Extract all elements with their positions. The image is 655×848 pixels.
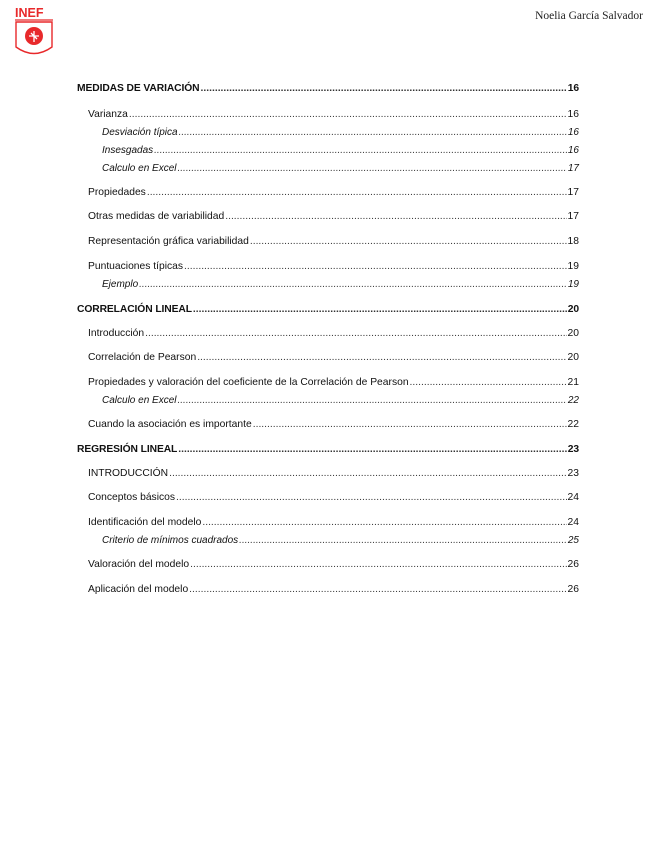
toc-entry-page: 21 <box>567 377 579 388</box>
toc-entry[interactable] <box>77 162 579 175</box>
toc-leader <box>177 162 566 175</box>
toc-entry[interactable] <box>77 376 579 389</box>
toc-entry[interactable] <box>77 144 579 157</box>
toc-leader <box>147 186 567 199</box>
toc-entry-title: Introducción <box>88 328 145 339</box>
toc-entry-title: Representación gráfica variabilidad <box>88 236 249 247</box>
logo-text: INEF <box>15 6 44 20</box>
toc-leader <box>201 82 567 95</box>
toc-entry-title: Identificación del modelo <box>88 517 202 528</box>
toc-entry[interactable] <box>77 558 579 571</box>
toc-leader <box>193 303 567 316</box>
toc-entry-title: Calculo en Excel <box>102 163 177 174</box>
toc-leader <box>190 558 566 571</box>
toc-entry-page: 16 <box>567 127 579 138</box>
toc-entry-page: 23 <box>567 468 579 479</box>
toc-entry[interactable] <box>77 210 579 223</box>
toc-entry-title: CORRELACIÓN LINEAL <box>77 304 192 315</box>
toc-entry[interactable] <box>77 583 579 596</box>
author-name: Noelia García Salvador <box>535 10 643 22</box>
toc-leader <box>250 235 567 248</box>
toc-entry[interactable] <box>77 443 579 456</box>
toc-entry[interactable] <box>77 327 579 340</box>
toc-entry-page: 16 <box>567 83 579 94</box>
toc-entry[interactable] <box>77 516 579 529</box>
toc-entry-page: 20 <box>567 328 579 339</box>
toc-entry-page: 18 <box>567 236 579 247</box>
toc-entry-title: Propiedades y valoración del coeficiente de la Correlación de Pearson <box>88 377 409 388</box>
toc-entry-title: Conceptos básicos <box>88 492 176 503</box>
toc-entry-page: 26 <box>567 584 579 595</box>
toc-entry-page: 19 <box>567 261 579 272</box>
toc-entry-page: 17 <box>567 163 579 174</box>
toc-entry[interactable] <box>77 351 579 364</box>
toc-entry-page: 19 <box>567 279 579 290</box>
toc-entry-page: 22 <box>567 419 579 430</box>
toc-entry-title: MEDIDAS DE VARIACIÓN <box>77 83 200 94</box>
toc-entry-title: INTRODUCCIÓN <box>88 468 169 479</box>
toc-leader <box>129 108 567 121</box>
toc-entry-title: Otras medidas de variabilidad <box>88 211 225 222</box>
toc-entry[interactable] <box>77 534 579 547</box>
toc-leader <box>410 376 567 389</box>
toc-entry[interactable] <box>77 82 579 95</box>
toc-leader <box>184 260 567 273</box>
toc-entry-page: 16 <box>567 145 579 156</box>
toc-entry[interactable] <box>77 303 579 316</box>
toc-entry[interactable] <box>77 260 579 273</box>
toc-leader <box>145 327 566 340</box>
toc-entry-title: Valoración del modelo <box>88 559 190 570</box>
toc-entry[interactable] <box>77 235 579 248</box>
toc-entry-page: 20 <box>567 352 579 363</box>
toc-leader <box>197 351 566 364</box>
toc-leader <box>239 534 567 547</box>
toc-entry-title: Calculo en Excel <box>102 395 177 406</box>
toc-entry-page: 26 <box>567 559 579 570</box>
toc-entry-title: Cuando la asociación es importante <box>88 419 252 430</box>
toc-entry-title: Puntuaciones típicas <box>88 261 184 272</box>
toc-leader <box>169 467 566 480</box>
toc-entry[interactable] <box>77 126 579 139</box>
toc-leader <box>176 491 567 504</box>
inef-logo <box>14 5 54 59</box>
toc-entry-page: 17 <box>567 211 579 222</box>
toc-leader <box>189 583 566 596</box>
toc-leader <box>179 126 567 139</box>
toc-entry-title: Varianza <box>88 109 128 120</box>
toc-entry-title: Propiedades <box>88 187 146 198</box>
toc-leader <box>139 278 567 291</box>
toc-leader <box>253 418 567 431</box>
toc-entry-page: 24 <box>567 517 579 528</box>
toc-entry-title: REGRESIÓN LINEAL <box>77 444 178 455</box>
toc-entry[interactable] <box>77 418 579 431</box>
toc-entry[interactable] <box>77 108 579 121</box>
toc-entry-title: Criterio de mínimos cuadrados <box>102 535 239 546</box>
toc-entry-title: Ejemplo <box>102 279 139 290</box>
toc-leader <box>202 516 566 529</box>
toc-entry[interactable] <box>77 278 579 291</box>
toc-entry-page: 24 <box>567 492 579 503</box>
toc-leader <box>178 443 567 456</box>
toc-entry[interactable] <box>77 186 579 199</box>
toc-entry-title: Aplicación del modelo <box>88 584 189 595</box>
toc-entry-page: 16 <box>567 109 579 120</box>
toc-entry-page: 25 <box>567 535 579 546</box>
toc-leader <box>177 394 566 407</box>
toc-entry[interactable] <box>77 491 579 504</box>
toc-entry[interactable] <box>77 467 579 480</box>
toc-entry-page: 22 <box>567 395 579 406</box>
toc-entry-title: Correlación de Pearson <box>88 352 197 363</box>
toc-leader <box>225 210 566 223</box>
toc-entry-title: Insesgadas <box>102 145 154 156</box>
toc-entry-title: Desviación típica <box>102 127 178 138</box>
toc-entry-page: 20 <box>567 304 579 315</box>
toc-entry[interactable] <box>77 394 579 407</box>
toc-entry-page: 17 <box>567 187 579 198</box>
inef-logo-icon <box>14 5 54 59</box>
toc-entry-page: 23 <box>567 444 579 455</box>
toc-leader <box>154 144 567 157</box>
